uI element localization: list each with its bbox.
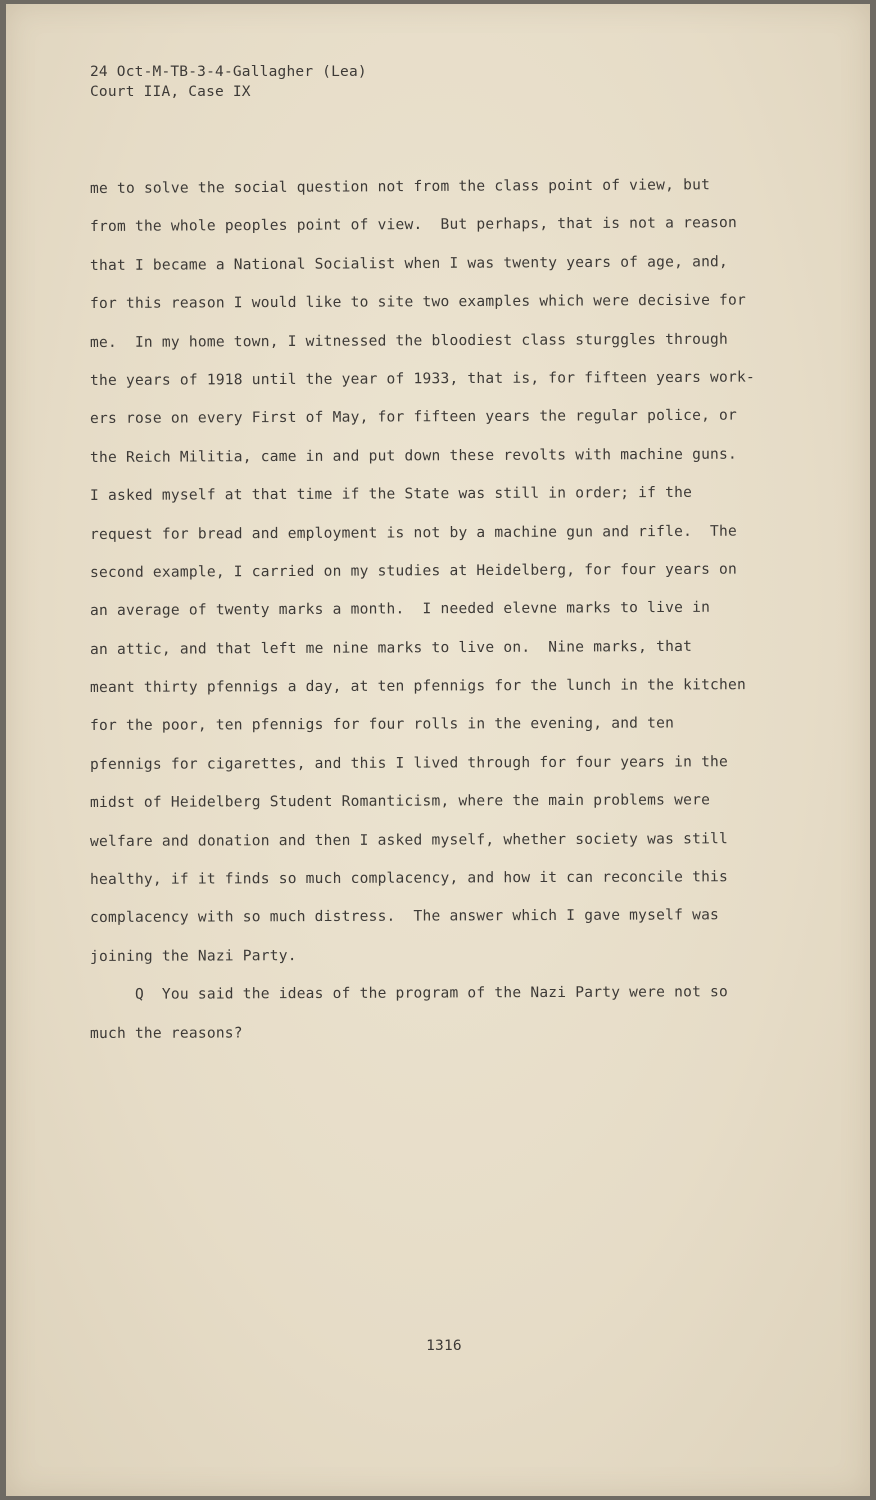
document-page (6, 4, 870, 1496)
text-line: for this reason I would like to site two examples which were decisive for (89, 291, 747, 313)
text-line: the years of 1918 until the year of 1933, that is, for fifteen years work- (89, 368, 756, 389)
text-line: complacency with so much distress. The answer which I gave myself was (89, 906, 720, 927)
text-line: joining the Nazi Party. (89, 946, 297, 965)
text-line: second example, I carried on my studies at Heidelberg, for four years on (89, 560, 738, 581)
header-case-reference: 24 Oct-M-TB-3-4-Gallagher (Lea) (90, 64, 367, 80)
text-line: an attic, and that left me nine marks to live on. Nine marks, that (89, 637, 693, 658)
text-line: request for bread and employment is not by a machine gun and rifle. The (89, 522, 738, 543)
text-line: from the whole peoples point of view. But perhaps, that is not a reason (89, 214, 738, 236)
page-number: 1316 (426, 1338, 462, 1354)
text-line: welfare and donation and then I asked myself, whether society was still (89, 829, 729, 850)
text-line: pfennigs for cigarettes, and this I lived through for four years in the (89, 753, 729, 773)
text-line: that I became a National Socialist when I was twenty years of age, and, (89, 252, 729, 274)
text-line: me. In my home town, I witnessed the bloodiest class sturggles through (89, 330, 729, 351)
text-line: I asked myself at that time if the State was still in order; if the (89, 483, 693, 505)
text-line: me to solve the social question not from the class point of view, but (89, 176, 711, 197)
question-line: Q You said the ideas of the program of the Nazi Party were not so (89, 983, 729, 1004)
transcript-body (90, 170, 820, 1053)
header-court-info: Court IIA, Case IX (90, 84, 251, 100)
text-line: for the poor, ten pfennigs for four rolls in the evening, and ten (89, 714, 675, 735)
text-line: midst of Heidelberg Student Romanticism, where the main problems were (89, 791, 711, 812)
text-line: much the reasons? (89, 1024, 243, 1042)
text-line: meant thirty pfennigs a day, at ten pfennigs for the lunch in the kitchen (89, 676, 747, 697)
text-line: healthy, if it finds so much complacency, and how it can reconcile this (89, 868, 729, 889)
text-line: the Reich Militia, came in and put down these revolts with machine guns. (89, 445, 738, 466)
document-header (90, 62, 367, 102)
text-line: an average of twenty marks a month. I needed elevne marks to live in (89, 599, 711, 620)
text-line: ers rose on every First of May, for fifteen years the regular police, or (89, 406, 738, 428)
